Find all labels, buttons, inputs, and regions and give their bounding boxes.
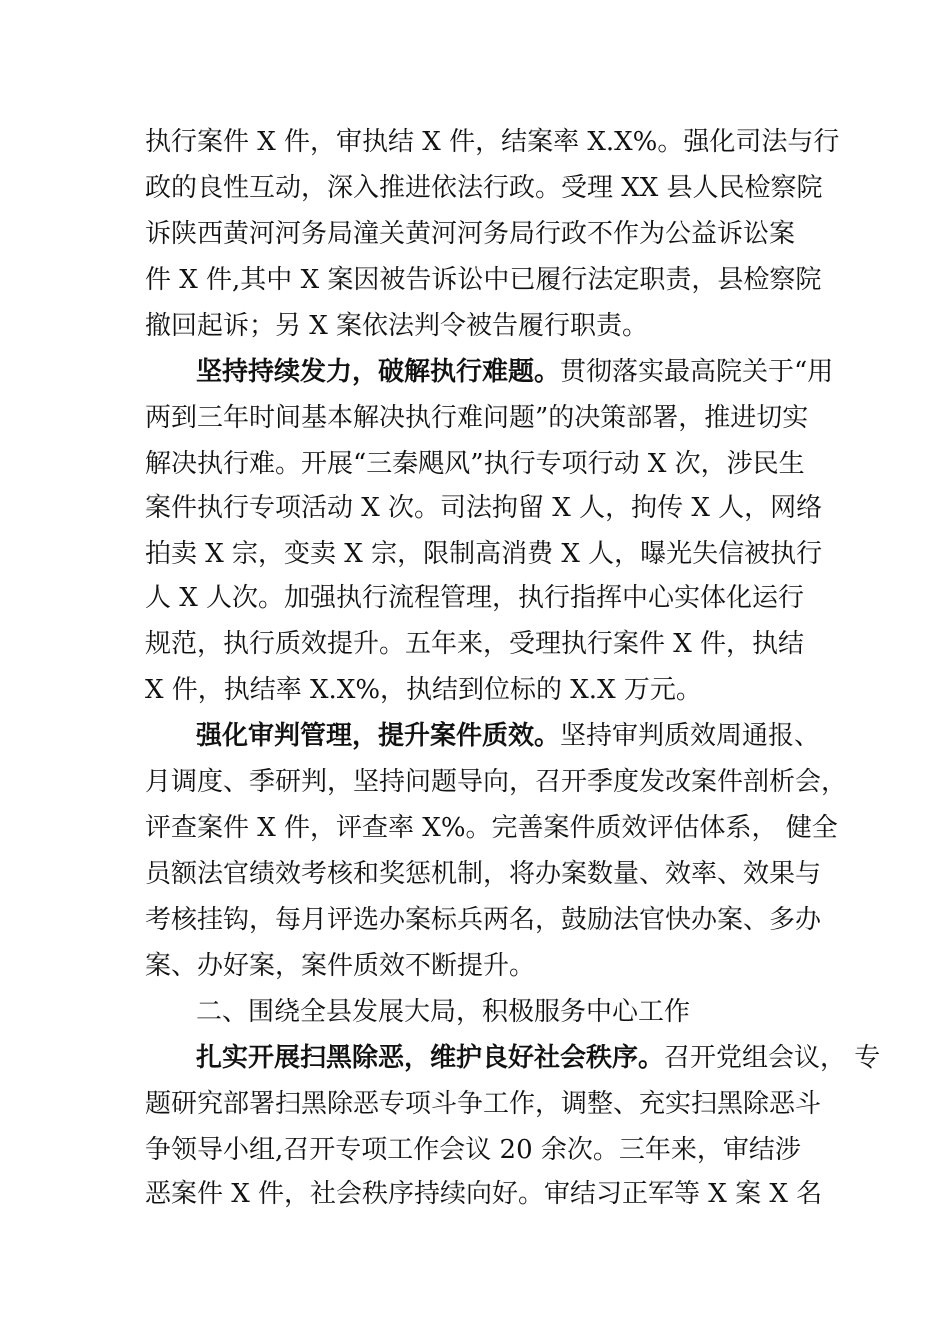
text-line: 人 X 人次。加强执行流程管理，执行指挥中心实体化运行 — [145, 583, 805, 613]
bold-lead-in: 坚持持续发力，破解执行难题。 — [196, 357, 561, 387]
text-line: 月调度、季研判，坚持问题导向，召开季度发改案件剖析会， — [145, 767, 848, 797]
text-line: 案件执行专项活动 X 次。司法拘留 X 人，拘传 X 人，网络 — [145, 493, 823, 523]
text-line: 诉陕西黄河河务局潼关黄河河务局行政不作为公益诉讼案 — [145, 219, 796, 249]
text-line: 规范，执行质效提升。五年来，受理执行案件 X 件，执结 — [145, 629, 805, 659]
paragraph-heading-line: 坚持持续发力，破解执行难题。贯彻落实最高院关于“用 — [196, 357, 834, 387]
text-line: 恶案件 X 件，社会秩序持续向好。审结习正军等 X 案 X 名 — [145, 1179, 823, 1209]
text-line: 政的良性互动，深入推进依法行政。受理 XX 县人民检察院 — [145, 173, 823, 203]
text-line: 争领导小组,召开专项工作会议 20 余次。三年来，审结涉 — [145, 1135, 801, 1165]
paragraph-heading-line: 强化审判管理，提升案件质效。坚持审判质效周通报、 — [196, 721, 821, 751]
text-line: 解决执行难。开展“三秦飓风”执行专项行动 X 次，涉民生 — [145, 449, 805, 479]
text-line: 件 X 件,其中 X 案因被告诉讼中已履行法定职责，县检察院 — [145, 265, 822, 295]
text-line: 拍卖 X 宗，变卖 X 宗，限制高消费 X 人，曝光失信被执行 — [145, 539, 823, 569]
text-line: 两到三年时间基本解决执行难问题”的决策部署，推进切实 — [145, 403, 809, 433]
text-line: X 件，执结率 X.X%，执结到位标的 X.X 万元。 — [145, 675, 702, 705]
text-line: 题研究部署扫黑除恶专项斗争工作，调整、充实扫黑除恶斗 — [145, 1089, 822, 1119]
text-line: 案、办好案，案件质效不断提升。 — [145, 951, 536, 981]
text-line: 考核挂钩，每月评选办案标兵两名，鼓励法官快办案、多办 — [145, 905, 822, 935]
text-line: 撤回起诉；另 X 案依法判令被告履行职责。 — [145, 311, 649, 341]
paragraph-heading-line: 扎实开展扫黑除恶，维护良好社会秩序。召开党组会议， 专 — [196, 1043, 881, 1073]
bold-lead-in: 强化审判管理，提升案件质效。 — [196, 721, 561, 751]
text-line: 评查案件 X 件，评查率 X%。完善案件质效评估体系， 健全 — [145, 813, 838, 843]
text-line: 执行案件 X 件，审执结 X 件，结案率 X.X%。强化司法与行 — [145, 127, 840, 157]
bold-lead-in: 扎实开展扫黑除恶，维护良好社会秩序。 — [196, 1043, 665, 1073]
text-line: 员额法官绩效考核和奖惩机制，将办案数量、效率、效果与 — [145, 859, 822, 889]
section-heading: 二、围绕全县发展大局，积极服务中心工作 — [196, 997, 691, 1027]
